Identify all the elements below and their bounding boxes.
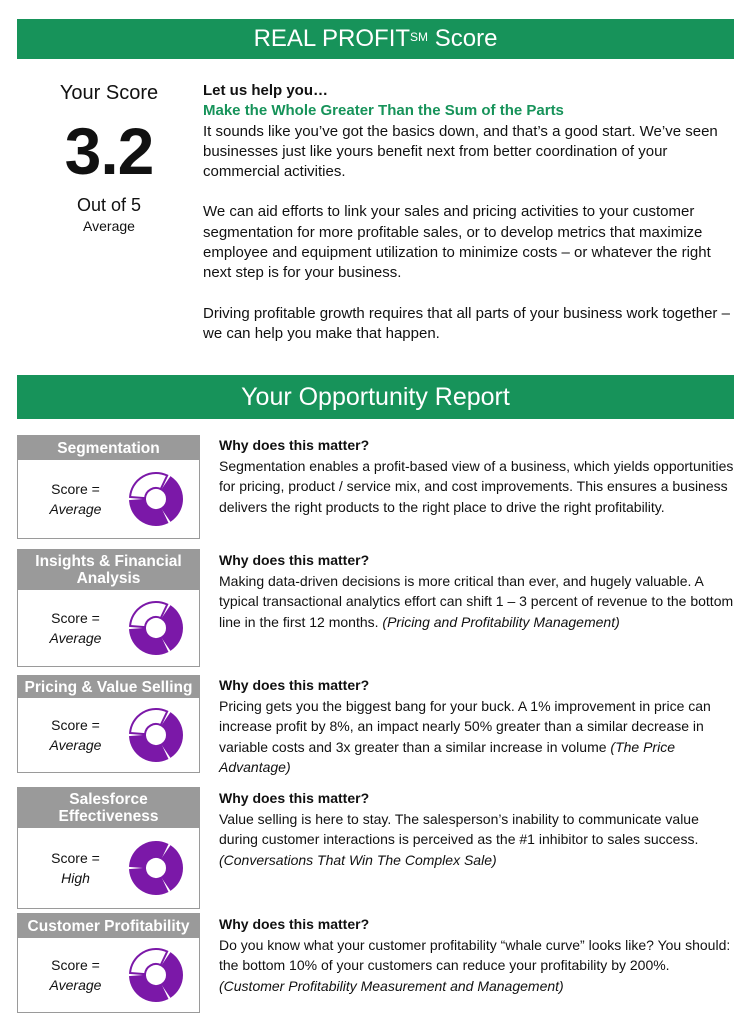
why-citation: (Customer Profitability Measurement and Management) xyxy=(219,977,564,994)
score-donut-icon xyxy=(127,946,185,1004)
score-equals-label: Score = xyxy=(51,481,100,497)
service-mark: SM xyxy=(410,30,429,44)
why-text: Segmentation enables a profit-based view of a business, which yields opportunities for pricing, product / service mix, and cost improvements. This ensures a business delivers the right products to the right place to drive the right profitability. xyxy=(219,457,734,515)
donut-segment-filled xyxy=(130,629,167,654)
donut-segment-filled xyxy=(162,607,182,650)
why-text: Do you know what your customer profitability “whale curve” looks like? You should: the bottom 10% of your customers can reduce your profitability by 200%. xyxy=(219,936,731,974)
score-equals-label: Score = xyxy=(51,717,100,733)
report-title: Your Opportunity Report xyxy=(241,383,510,411)
why-text: Value selling is here to stay. The salesperson’s inability to communicate value during customer interactions is perceived as the #1 inhibitor to sales success. xyxy=(219,810,699,848)
intro-paragraph-3: Driving profitable growth requires that all parts of your business work together – we can help you make that happen. xyxy=(203,304,730,342)
category-title: Customer Profitability xyxy=(18,914,199,938)
category-level: Average xyxy=(49,630,102,646)
intro-paragraph-2: We can aid efforts to link your sales and pricing activities to your customer segmentation for more profitable sales, or to develop metrics that maximize employee and equipment utilization to minimize costs – or whatever the right next step is for your business. xyxy=(203,203,711,282)
score-donut-icon xyxy=(127,706,185,764)
category-title: Salesforce Effectiveness xyxy=(18,788,199,828)
category-level: Average xyxy=(49,737,102,753)
score-donut-icon xyxy=(127,470,185,528)
score-banner xyxy=(17,19,734,59)
why-citation: (Conversations That Win The Complex Sale) xyxy=(219,851,497,868)
score-donut-icon xyxy=(127,599,185,657)
category-card-customer-profitability xyxy=(17,913,200,1013)
donut-segment-filled xyxy=(162,847,182,890)
intro-paragraph-1: It sounds like you’ve got the basics down, and that’s a good start. We’ve seen businesses just like yours benefit next from better coordination of your commercial activities. xyxy=(203,122,718,181)
your-score-label: Your Score xyxy=(59,82,159,104)
category-level: Average xyxy=(49,501,102,517)
why-segmentation xyxy=(219,435,734,517)
why-question: Why does this matter? xyxy=(219,437,370,453)
why-question: Why does this matter? xyxy=(219,552,370,568)
donut-segment-empty xyxy=(130,709,167,734)
intro-lead: Let us help you… xyxy=(203,82,329,99)
category-title: Pricing & Value Selling xyxy=(18,676,199,698)
donut-segment-filled xyxy=(130,842,167,867)
why-pricing xyxy=(219,675,734,778)
why-text: Making data-driven decisions is more critical than ever, and hugely valuable. A typical transactional analytics effort can shift 1 – 3 percent of revenue to the bottom line in the first 12 months. xyxy=(219,572,734,630)
donut-segment-filled xyxy=(130,869,167,894)
score-out-of: Out of 5 xyxy=(76,195,142,215)
score-rating: Average xyxy=(83,218,135,234)
banner-title: REAL PROFIT xyxy=(253,25,411,52)
donut-segment-filled xyxy=(162,714,182,757)
category-level: Average xyxy=(49,977,102,993)
score-donut-icon xyxy=(127,839,185,897)
category-card-salesforce xyxy=(17,787,200,909)
why-customer-profitability xyxy=(219,914,734,996)
score-equals-label: Score = xyxy=(51,850,100,866)
category-title: Segmentation xyxy=(18,436,199,460)
category-title: Insights & Financial Analysis xyxy=(18,550,199,590)
overall-score xyxy=(28,80,190,234)
why-text: Pricing gets you the biggest bang for your buck. A 1% improvement in price can increase profit by 8%, an impact nearly 50% greater than a similar decrease in variable costs and 3x greater than a similar increase in volume xyxy=(219,697,711,755)
why-citation: (Pricing and Profitability Management) xyxy=(382,613,620,630)
category-card-segmentation xyxy=(17,435,200,539)
donut-segment-empty xyxy=(130,949,167,974)
donut-segment-filled xyxy=(130,500,167,525)
donut-segment-filled xyxy=(162,478,182,521)
donut-segment-filled xyxy=(162,954,182,997)
why-question: Why does this matter? xyxy=(219,677,370,693)
category-card-insights xyxy=(17,549,200,667)
report-banner xyxy=(17,375,734,419)
why-insights xyxy=(219,550,734,632)
score-equals-label: Score = xyxy=(51,957,100,973)
why-question: Why does this matter? xyxy=(219,916,370,932)
donut-segment-filled xyxy=(130,736,167,761)
donut-segment-empty xyxy=(130,602,167,627)
why-salesforce xyxy=(219,788,734,870)
donut-segment-empty xyxy=(130,473,167,498)
score-value: 3.2 xyxy=(64,114,154,188)
why-question: Why does this matter? xyxy=(219,790,370,806)
category-card-pricing xyxy=(17,675,200,773)
intro-text xyxy=(203,81,733,344)
donut-segment-filled xyxy=(130,976,167,1001)
intro-tagline: Make the Whole Greater Than the Sum of the Parts xyxy=(203,102,564,120)
category-level: High xyxy=(61,870,90,886)
why-citation: (The Price Advantage) xyxy=(219,738,675,776)
score-equals-label: Score = xyxy=(51,610,100,626)
banner-title-tail: Score xyxy=(428,25,498,52)
